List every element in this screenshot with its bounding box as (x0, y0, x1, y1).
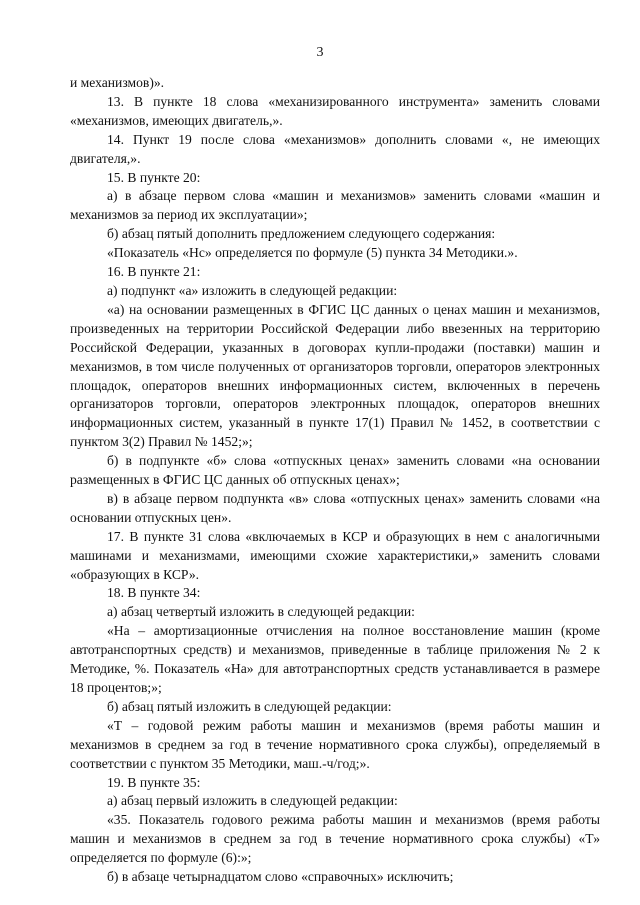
paragraph: а) абзац первый изложить в следующей редакции: (107, 793, 398, 809)
page-number: 3 (316, 45, 324, 60)
paragraph: и механизмов)». (70, 75, 165, 90)
paragraph: б) в абзаце четырнадцатом слово «справочных» исключить; (107, 869, 454, 885)
document-body (70, 74, 600, 887)
paragraph: а) абзац четвертый изложить в следующей редакции: (107, 604, 415, 620)
paragraph: 18. В пункте 34: (107, 585, 201, 601)
paragraph: 16. В пункте 21: (107, 264, 201, 280)
paragraph: 14. Пункт 19 после слова «механизмов» дополнить словами «, не имеющих двигателя,». (70, 131, 600, 166)
paragraph: б) абзац пятый изложить в следующей редакции: (107, 698, 392, 714)
paragraph: 17. В пункте 31 слова «включаемых в КСР и образующих в нем с аналогичными машинами и механизмами, имеющими схожие характеристики,» заменить словами «образующих в КСР». (70, 528, 600, 582)
paragraph: а) подпункт «а» изложить в следующей редакции: (107, 282, 398, 298)
paragraph: в) в абзаце первом подпункта «в» слова «отпускных ценах» заменить словами «на основании отпускных цен». (70, 490, 600, 525)
paragraph: «Показатель «Нс» определяется по формуле (5) пункта 34 Методики.». (107, 245, 518, 261)
paragraph: б) в подпункте «б» слова «отпускных ценах» заменить словами «на основании размещенных в ФГИС ЦС данных об отпускных ценах»; (70, 453, 600, 488)
paragraph: 19. В пункте 35: (107, 774, 201, 790)
paragraph: «35. Показатель годового режима работы машин и механизмов (время работы машин и механизмов в среднем за год в течение нормативного срока службы) «Т» определяется по формуле (6):»; (70, 812, 600, 866)
paragraph: «а) на основании размещенных в ФГИС ЦС данных о ценах машин и механизмов, произведенных на территории Российской Федерации либо ввезенных на территорию Российской Федерации, указанных в договорах купли-продажи (поставки) машин и механизмов, в том числе полученных от организаторов торговли, операторов электронных площадок, операторов внешних информационных систем, включенных в перечень организаторов торговли, операторов электронных площадок, операторов внешних информационных систем, указанный в пункте 17(1) Правил № 1452, в соответствии с пунктом 3(2) Правил № 1452;»; (70, 301, 600, 450)
paragraph: а) в абзаце первом слова «машин и механизмов» заменить словами «машин и механизмов за период их эксплуатации»; (70, 188, 600, 223)
paragraph: 13. В пункте 18 слова «механизированного инструмента» заменить словами «механизмов, имеющих двигатель,». (70, 93, 600, 128)
paragraph: 15. В пункте 20: (107, 169, 201, 185)
paragraph: «На – амортизационные отчисления на полное восстановление машин (кроме автотранспортных средств) и механизмов, приведенные в таблице приложения № 2 к Методике, %. Показатель «На» для автотранспортных средств устанавливается в размере 18 процентов;»; (70, 623, 600, 695)
paragraph: «Т – годовой режим работы машин и механизмов (время работы машин и механизмов в среднем за год в течение нормативного срока службы), определяемый в соответствии с пунктом 35 Методики, маш.-ч/год;». (70, 717, 600, 771)
paragraph: б) абзац пятый дополнить предложением следующего содержания: (107, 226, 496, 242)
